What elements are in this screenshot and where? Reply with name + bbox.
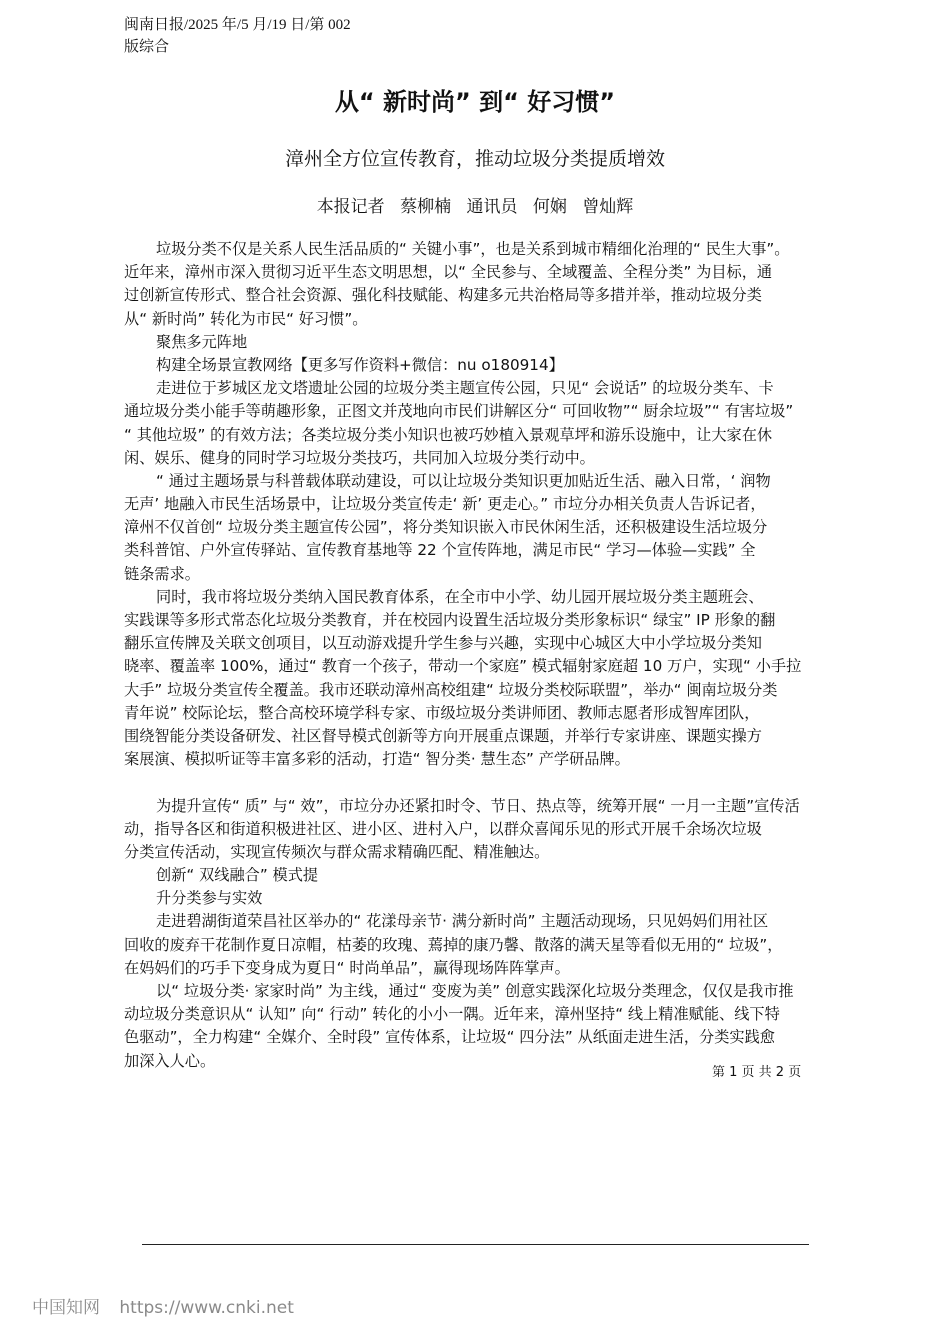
byline-role-correspondent: 通讯员 [466,197,518,217]
text-line: 通垃圾分类小能手等萌趣形象，正图文并茂地向市民们讲解区分“ 可回收物”“ 厨余垃圾”“ 有害垃圾” [124,402,794,421]
text-line: 近年来，漳州市深入贯彻习近平生态文明思想，以“ 全民参与、全域覆盖、全程分类” 为目标，通 [124,263,773,282]
text-line: 动，指导各区和街道积极进社区、进小区、进村入户，以群众喜闻乐见的形式开展千余场次垃圾 [124,819,762,838]
text-line: “ 通过主题场景与科普载体联动建设，可以让垃圾分类知识更加贴近生活、融入日常，‘ 润物 [156,471,771,490]
byline-name: 何娴 [532,197,567,217]
text-line: 在妈妈们的巧手下变身成为夏日“ 时尚单品”，赢得现场阵阵掌声。 [124,958,570,977]
text-line: 创新“ 双线融合” 模式提 [156,866,319,885]
text-line: 同时，我市将垃圾分类纳入国民教育体系，在全市中小学、幼儿园开展垃圾分类主题班会、 [156,587,764,606]
text-line: 案展演、模拟听证等丰富多彩的活动，打造“ 智分类· 慧生态” 产学研品牌。 [124,750,630,769]
source-line-1: 闽南日报/2025 年/5 月/19 日/第 002 [124,17,351,33]
text-line: 加深入人心。 [124,1051,216,1070]
text-line: 回收的废弃干花制作夏日凉帽，枯萎的玫瑰、蔫掉的康乃馨、散落的满天星等看似无用的“ 垃圾”， [124,935,783,954]
text-line: 分类宣传活动，实现宣传频次与群众需求精确匹配、精准触达。 [124,842,550,861]
text-line: 从“ 新时尚” 转化为市民“ 好习惯”。 [124,309,368,328]
text-line: 色驱动”，全力构建“ 全媒介、全时段” 宣传体系，让垃圾“ 四分法” 从纸面走进生活，分类实践愈 [124,1028,775,1047]
text-line: 动垃圾分类意识从“ 认知” 向“ 行动” 转化的小小一隅。近年来，漳州坚持“ 线上精准赋能、线下特 [124,1005,780,1024]
text-line: 无声’ 地融入市民生活场景中，让垃圾分类宣传走‘ 新’ 更走心。” 市垃分办相关负责人告诉记者， [124,495,766,514]
text-line: 闲、娱乐、健身的同时学习垃圾分类技巧，共同加入垃圾分类行动中。 [124,448,595,467]
text-line: 链条需求。 [124,564,200,583]
text-line: 实践课等多形式常态化垃圾分类教育，并在校园内设置生活垃圾分类形象标识“ 绿宝” IP 形象的翻 [124,611,776,629]
article-body [124,238,840,1073]
text-line: 聚焦多元阵地 [156,332,248,351]
footer-watermark [32,1293,294,1318]
text-line: 以“ 垃圾分类· 家家时尚” 为主线，通过“ 变废为美” 创意实践深化垃圾分类理念，仅仅是我市推 [156,982,794,1000]
text-line: 垃圾分类不仅是关系人民生活品质的“ 关键小事”，也是关系到城市精细化治理的“ 民生大事”。 [156,240,790,258]
publication-source [124,14,351,58]
text-line: 走进位于芗城区龙文塔遗址公园的垃圾分类主题宣传公园，只见“ 会说话” 的垃圾分类车、卡 [156,379,774,398]
article-subtitle: 漳州全方位宣传教育，推动垃圾分类提质增效 [284,148,665,170]
text-line: 走进碧湖街道荣昌社区举办的“ 花漾母亲节· 满分新时尚” 主题活动现场，只见妈妈们用社区 [156,912,769,931]
text-line: 翻乐宣传牌及关联文创项目，以互动游戏提升学生参与兴趣，实现中心城区大中小学垃圾分类知 [124,634,762,653]
text-line: 过创新宣传形式、整合社会资源、强化科技赋能、构建多元共治格局等多措并举，推动垃圾分类 [124,286,762,305]
byline-name: 蔡柳楠 [400,197,452,217]
text-line: “ 其他垃圾” 的有效方法；各类垃圾分类小知识也被巧妙植入景观草坪和游乐设施中，让大家在休 [124,425,773,444]
byline-name: 曾灿辉 [582,197,634,217]
text-line: 升分类参与实效 [156,889,263,908]
text-line: 青年说” 校际论坛，整合高校环境学科专家、市级垃圾分类讲师团、教师志愿者形成智库团队， [124,703,760,722]
text-line: 围绕智能分类设备研发、社区督导模式创新等方向开展重点课题，并举行专家讲座、课题实操方 [124,726,762,745]
text-line: 为提升宣传“ 质” 与“ 效”，市垃分办还紧扣时令、节日、热点等，统筹开展“ 一月一主题”宣传活 [156,796,800,815]
text-line: 晓率、覆盖率 100%，通过“ 教育一个孩子，带动一个家庭” 模式辐射家庭超 10 万户，实现“ 小手拉 [124,657,802,676]
cnki-url: https://www.cnki.net [119,1298,294,1318]
text-line: 漳州不仅首创“ 垃圾分类主题宣传公园”，将分类知识嵌入市民休闲生活，还积极建设生活垃圾分 [124,518,768,537]
footer-divider [142,1244,809,1245]
blank-line [124,771,840,794]
byline-role-reporter: 本报记者 [316,197,385,217]
article-title: 从“ 新时尚” 到“ 好习惯” [334,88,616,116]
text-line: 大手” 垃圾分类宣传全覆盖。我市还联动漳州高校组建“ 垃圾分类校际联盟”，举办“ 闽南垃圾分类 [124,680,778,699]
text-line: 类科普馆、户外宣传驿站、宣传教育基地等 22 个宣传阵地，满足市民“ 学习—体验—实践” 全 [124,541,756,560]
text-line: 构建全场景宣教网络【更多写作资料+微信：nu o180914】 [156,355,564,374]
source-line-2: 版综合 [124,39,170,55]
cnki-logo-text: 中国知网 [32,1298,100,1318]
byline [0,192,950,217]
page-indicator: 第 1 页 共 2 页 [712,1065,802,1080]
